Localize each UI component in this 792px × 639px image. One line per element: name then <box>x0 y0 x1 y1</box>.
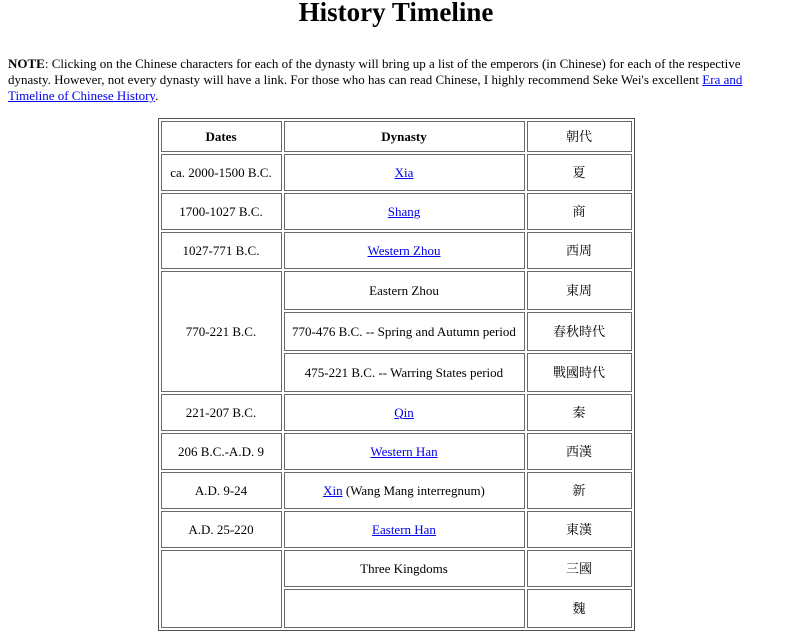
page-title: History Timeline <box>298 0 494 27</box>
chinese-cell-wei[interactable]: 魏 <box>527 589 632 628</box>
dynasty-link-xia[interactable]: Xia <box>394 164 414 180</box>
chinese-cell-three-kingdoms[interactable]: 三國 <box>527 550 632 587</box>
table-row-eastern-han <box>161 511 632 548</box>
dates-cell: 1700-1027 B.C. <box>161 193 282 230</box>
dynasty-link-eastern-han[interactable]: Eastern Han <box>372 521 436 537</box>
dates-cell: 221-207 B.C. <box>161 394 282 431</box>
column-header-dates: Dates <box>161 121 282 152</box>
table-row-eastern-zhou <box>161 271 632 310</box>
table-row-qin <box>161 394 632 431</box>
chinese-cell-xin[interactable]: 新 <box>527 472 632 509</box>
table-row-xia <box>161 154 632 191</box>
chinese-cell-eastern-zhou[interactable]: 東周 <box>527 271 632 310</box>
dynasty-text-three-kingdoms: Three Kingdoms <box>284 550 525 587</box>
dates-cell: 206 B.C.-A.D. 9 <box>161 433 282 470</box>
chinese-cell-eastern-han[interactable]: 東漢 <box>527 511 632 548</box>
dynasty-cell <box>284 193 525 230</box>
table-header-row <box>161 121 632 152</box>
dates-cell: ca. 2000-1500 B.C. <box>161 154 282 191</box>
dates-cell: A.D. 9-24 <box>161 472 282 509</box>
chinese-cell-western-han[interactable]: 西漢 <box>527 433 632 470</box>
note-text: : Clicking on the Chinese characters for each of the dynasty will bring up a list of the emperors (in Chinese) for each of the respective dynasty. However, not every dynasty will have a link. For those who has can read Chinese, I highly recommend Seke Wei's excellent <box>8 56 741 87</box>
note-text-after: . <box>155 88 159 103</box>
dynasty-text-spring-autumn: 770-476 B.C. -- Spring and Autumn period <box>284 312 525 351</box>
chinese-cell-western-zhou[interactable]: 西周 <box>527 232 632 269</box>
dynasty-text-wei <box>284 589 525 628</box>
dynasty-cell <box>284 433 525 470</box>
dynasty-table <box>158 118 635 631</box>
dynasty-link-western-han[interactable]: Western Han <box>370 443 438 459</box>
chinese-cell-shang[interactable]: 商 <box>527 193 632 230</box>
note-paragraph <box>8 56 784 104</box>
column-header-dynasty: Dynasty <box>284 121 525 152</box>
chinese-cell-warring-states[interactable]: 戰國時代 <box>527 353 632 392</box>
dynasty-cell <box>284 511 525 548</box>
dynasty-cell <box>284 232 525 269</box>
table-row-western-zhou <box>161 232 632 269</box>
dates-cell-zhou-span: 770-221 B.C. <box>161 271 282 392</box>
dates-cell-three-kingdoms-span <box>161 550 282 628</box>
dynasty-cell <box>284 154 525 191</box>
chinese-cell-qin[interactable]: 秦 <box>527 394 632 431</box>
dynasty-link-western-zhou[interactable]: Western Zhou <box>367 242 441 258</box>
chinese-cell-spring-autumn[interactable]: 春秋時代 <box>527 312 632 351</box>
dynasty-text-eastern-zhou: Eastern Zhou <box>284 271 525 310</box>
column-header-chinese: 朝代 <box>527 121 632 152</box>
table-row-shang <box>161 193 632 230</box>
dynasty-link-shang[interactable]: Shang <box>387 203 421 219</box>
dates-cell: A.D. 25-220 <box>161 511 282 548</box>
table-row-three-kingdoms <box>161 550 632 587</box>
dates-cell: 1027-771 B.C. <box>161 232 282 269</box>
dynasty-link-qin[interactable]: Qin <box>394 404 414 420</box>
table-row-western-han <box>161 433 632 470</box>
note-link[interactable]: Era and Timeline of Chinese History <box>8 72 743 103</box>
chinese-cell-xia[interactable]: 夏 <box>527 154 632 191</box>
note-label: NOTE <box>8 56 45 71</box>
dynasty-suffix-xin: (Wang Mang interregnum) <box>342 482 485 498</box>
dynasty-cell <box>284 472 525 509</box>
dynasty-link-xin[interactable]: Xin <box>323 482 343 498</box>
table-row-xin <box>161 472 632 509</box>
dynasty-text-warring-states: 475-221 B.C. -- Warring States period <box>284 353 525 392</box>
dynasty-cell <box>284 394 525 431</box>
